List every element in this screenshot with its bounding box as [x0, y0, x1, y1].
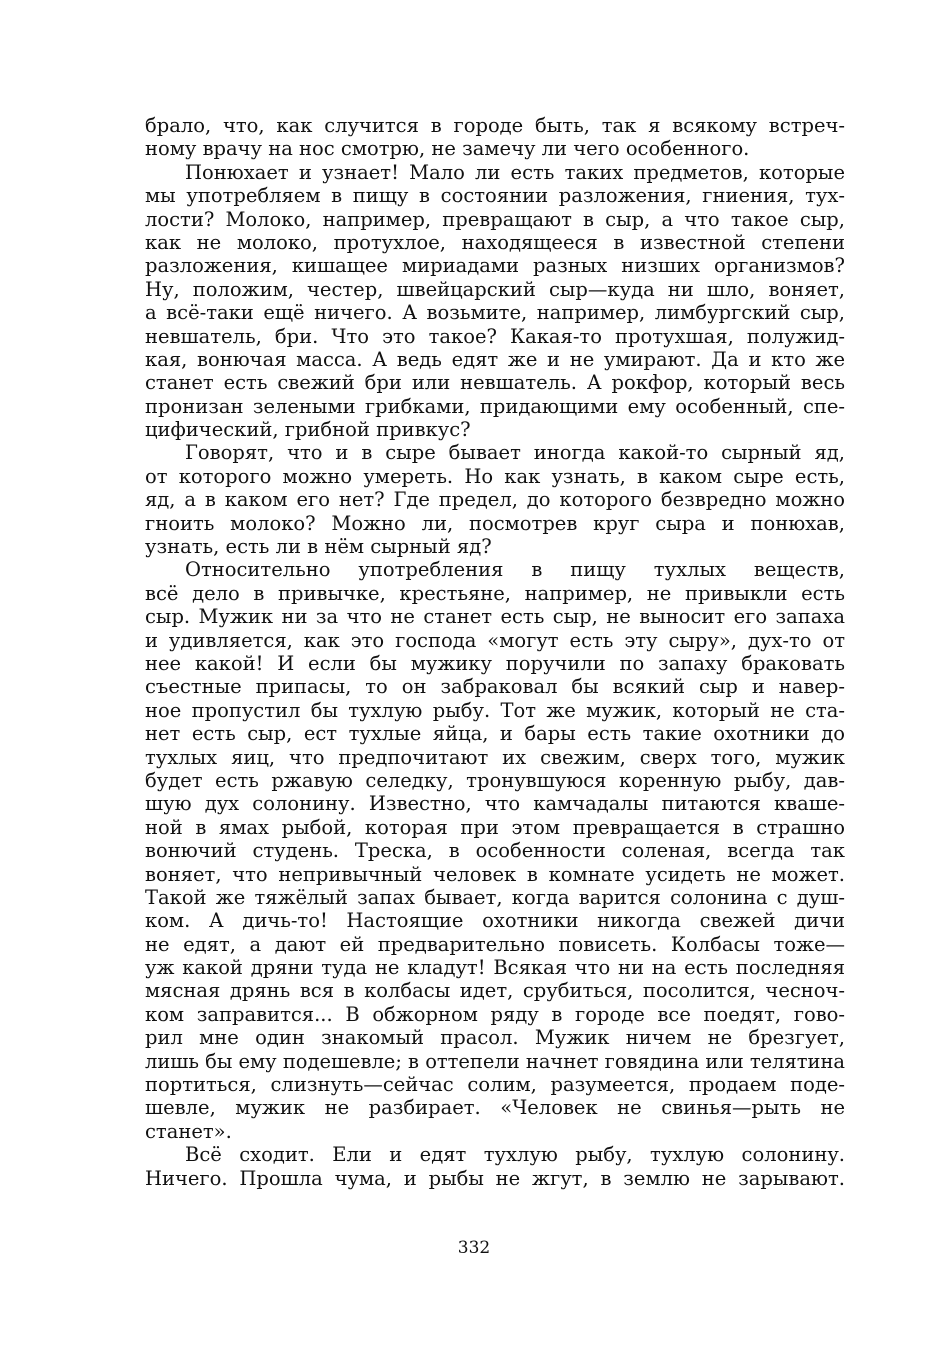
text-line: воняет, что непривычный человек в комнате усидеть не может.: [145, 862, 845, 886]
text-line: съестные припасы, то он забраковал бы всякий сыр и навер-: [145, 675, 845, 699]
text-line: не едят, а дают ей предварительно повисеть. Колбасы тоже—: [145, 932, 845, 956]
text-line: станет».: [145, 1119, 232, 1143]
text-line: Говорят, что и в сыре бывает иногда какой-то сырный яд,: [185, 441, 845, 465]
text-line: нее какой! И если бы мужику поручили по запаху браковать: [145, 651, 845, 675]
text-line: Относительно употребления в пищу тухлых веществ,: [185, 558, 845, 582]
text-line: шевле, мужик не разбирает. «Человек не свинья—рыть не: [145, 1096, 845, 1120]
text-line: кая, вонючая масса. А ведь едят же и не умирают. Да и кто же: [145, 347, 845, 371]
text-line: лишь бы ему подешевле; в оттепели начнет говядина или телятина: [145, 1049, 845, 1073]
page-number: 332: [457, 1238, 491, 1258]
text-line: портиться, слизнуть—сейчас солим, разумеется, продаем поде-: [145, 1073, 845, 1097]
text-line: уж какой дряни туда не кладут! Всякая что ни на есть последняя: [145, 956, 845, 980]
text-line: рил мне один знакомый прасол. Мужик ничем не брезгует,: [145, 1026, 845, 1050]
text-line: ное пропустил бы тухлую рыбу. Тот же мужик, который не ста-: [145, 698, 845, 722]
text-line: Ничего. Прошла чума, и рыбы не жгут, в землю не зарывают.: [145, 1166, 845, 1190]
text-line: невшатель, бри. Что это такое? Какая-то протухшая, полужид-: [145, 324, 845, 348]
text-line: а всё-таки ещё ничего. А возьмите, например, лимбургский сыр,: [145, 301, 845, 325]
text-line: вонючий студень. Треска, в особенности соленая, всегда так: [145, 839, 845, 863]
text-line: ком заправится... В обжорном ряду в городе все поедят, гово-: [145, 1002, 845, 1026]
text-line: шую дух солонину. Известно, что камчадалы питаются кваше-: [145, 792, 845, 816]
text-line: мы употребляем в пищу в состоянии разложения, гниения, тух-: [145, 184, 845, 208]
text-line: цифический, грибной привкус?: [145, 418, 471, 442]
text-line: Ну, положим, честер, швейцарский сыр—куда ни шло, воняет,: [145, 277, 845, 301]
text-line: Понюхает и узнает! Мало ли есть таких предметов, которые: [185, 160, 845, 184]
text-line: гноить молоко? Можно ли, посмотрев круг сыра и понюхав,: [145, 511, 845, 535]
text-line: ком. А дичь-то! Настоящие охотники никогда свежей дичи: [145, 909, 845, 933]
text-line: мясная дрянь вся в колбасы идет, срубиться, посолится, чесноч-: [145, 979, 845, 1003]
text-line: всё дело в привычке, крестьяне, например, не привыкли есть: [145, 581, 845, 605]
text-line: лости? Молоко, например, превращают в сыр, а что такое сыр,: [145, 207, 845, 231]
body-text: [145, 114, 845, 1190]
text-line: будет есть ржавую селедку, тронувшуюся коренную рыбу, дав-: [145, 768, 845, 792]
text-line: нет есть сыр, ест тухлые яйца, и бары есть такие охотники до: [145, 722, 845, 746]
text-line: Такой же тяжёлый запах бывает, когда варится солонина с душ-: [145, 885, 845, 909]
text-line: разложения, кишащее мириадами разных низших организмов?: [145, 254, 845, 278]
text-line: Всё сходит. Ели и едят тухлую рыбу, тухлую солонину.: [185, 1143, 845, 1167]
text-line: станет есть свежий бри или невшатель. А рокфор, который весь: [145, 371, 845, 395]
text-line: узнать, есть ли в нём сырный яд?: [145, 535, 492, 559]
text-line: яд, а в каком его нет? Где предел, до которого безвредно можно: [145, 488, 845, 512]
text-line: тухлых яиц, что предпочитают их свежим, сверх того, мужик: [145, 745, 845, 769]
text-line: ному врачу на нос смотрю, не замечу ли чего особенного.: [145, 137, 750, 161]
text-line: ной в ямах рыбой, которая при этом превращается в страшно: [145, 815, 845, 839]
text-line: пронизан зелеными грибками, придающими ему особенный, спе-: [145, 394, 845, 418]
text-line: и удивляется, как это господа «могут есть эту сыру», дух-то от: [145, 628, 845, 652]
text-line: сыр. Мужик ни за что не станет есть сыр, не выносит его запаха: [145, 605, 845, 629]
text-line: как не молоко, протухлое, находящееся в известной степени: [145, 230, 845, 254]
text-line: брало, что, как случится в городе быть, так я всякому встреч-: [145, 114, 845, 137]
text-line: от которого можно умереть. Но как узнать, в каком сыре есть,: [145, 464, 845, 488]
